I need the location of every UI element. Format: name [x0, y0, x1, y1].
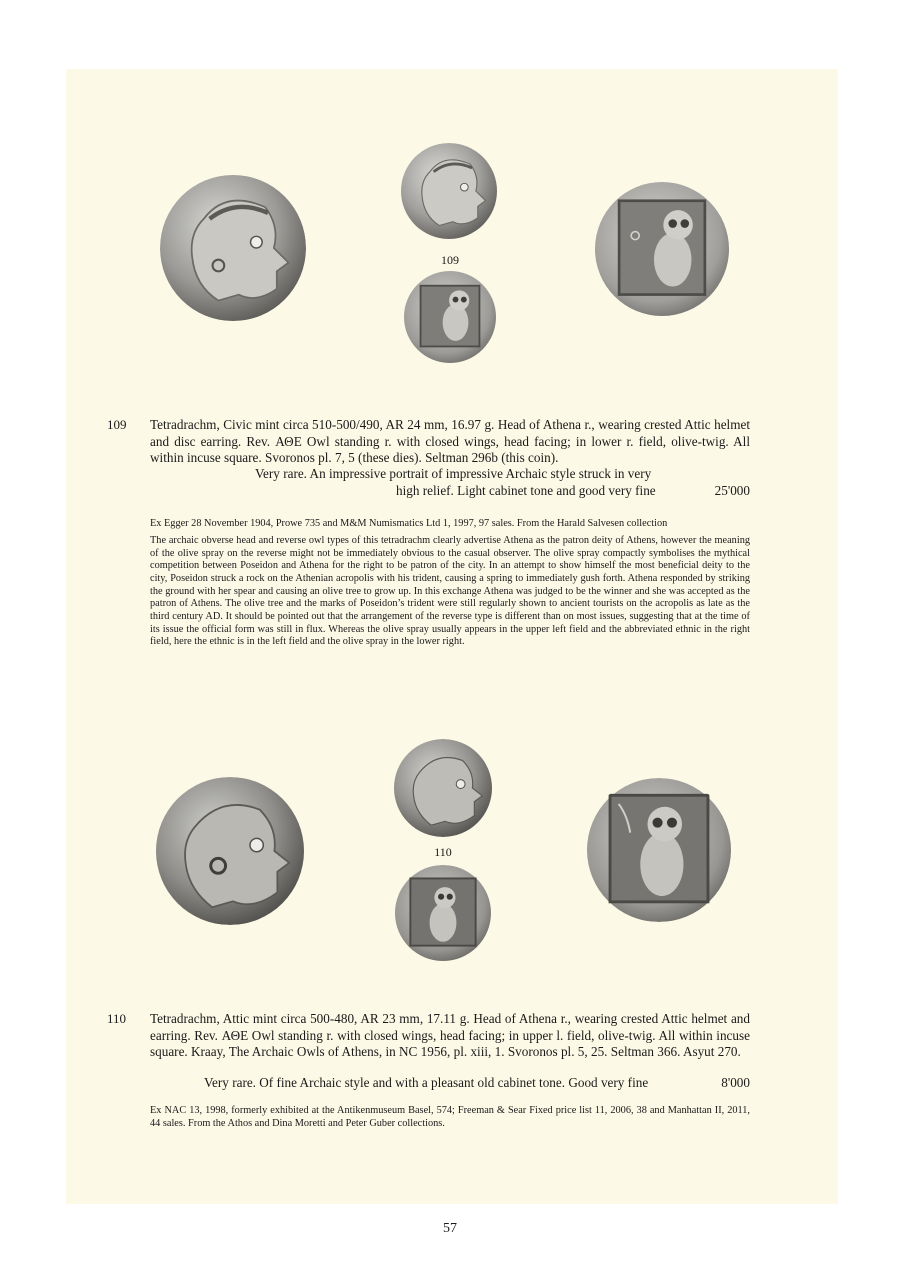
lot-110-number: 110 [107, 1011, 127, 1026]
owl-icon [581, 778, 737, 922]
coin-109-reverse-large [585, 182, 739, 316]
lot-109-estimate: 25'000 [714, 483, 750, 498]
lot-110-description: Tetradrachm, Attic mint circa 500-480, AR 23 mm, 17.11 g. Head of Athena r., wearing crested Attic helmet and earring. Rev. ΑΘΕ Owl standing r. with closed wings, head facing; in upper l. field, olive-twig. All within incuse square. Kraay, The Archaic Owls of Athens, in NC 1956, pl. xiii, 1. Svoronos pl. 5, 25. Seltman 366. Asyut 270. [150, 1011, 750, 1059]
owl-icon [585, 182, 739, 316]
owl-icon [399, 271, 501, 363]
athena-head-icon [393, 739, 493, 837]
coin-110-reverse-large [581, 778, 737, 922]
lot-109-grade-line1: Very rare. An impressive portrait of impressive Archaic style struck in very [255, 466, 652, 481]
lot-109-provenance: Ex Egger 28 November 1904, Prowe 735 and M&M Numismatics Ltd 1, 1997, 97 sales. From the Harald Salvesen collection [150, 518, 668, 529]
lot-109-grade-line2: high relief. Light cabinet tone and good very fine [396, 483, 656, 498]
lot-110-image-label: 110 [434, 845, 452, 859]
coin-109-obverse-large [160, 173, 306, 323]
athena-head-icon [400, 143, 498, 239]
athena-head-icon [160, 173, 306, 323]
owl-icon [392, 865, 494, 961]
lot-109-essay: The archaic obverse head and reverse owl types of this tetradrachm clearly advertise Athena as the patron deity of Athens, however the meaning of the olive spray on the reverse might not be immediately obvious to the casual observer. The olive spray compactly symbolises the mythical competition between Poseidon and Athena for the right to be patron of the city. In an attempt to show himself the most beneficial deity to the city, Poseidon struck a rock on the Athenian acropolis with his trident, causing a spring to immediately gush forth. Athena responded by striking the ground with her spear and causing an olive tree to grow up. In this exchange Athena was judged to be the winner and she was accepted as the patron of Athens. The olive tree and the marks of Poseidon’s trident were still regularly shown to ancient tourists on the acropolis as late as the third century AD. It should be pointed out that the arrangement of the reverse type is different than on most issues, suggesting that at the time of its issue the official form was still in flux. Whereas the olive spray usually appears in the upper left field and the abbreviated ethnic in the right field, here the ethnic is in the left field and the olive spray in the lower right. [150, 535, 750, 648]
coin-110-obverse-large [154, 777, 306, 925]
lot-110-provenance: Ex NAC 13, 1998, formerly exhibited at the Antikenmuseum Basel, 574; Freeman & Sear Fixed price list 11, 2006, 38 and Manhattan II, 2011, 44 sales. From the Athos and Dina Moretti and Peter Guber collections. [150, 1105, 750, 1129]
coin-109-obverse-small [400, 143, 498, 239]
athena-head-icon [154, 777, 306, 925]
lot-109-image-label: 109 [441, 253, 459, 267]
coin-110-obverse-small [393, 739, 493, 837]
page-number: 57 [443, 1221, 457, 1236]
lot-110-grade-line1: Very rare. Of fine Archaic style and with a pleasant old cabinet tone. Good very fine [204, 1075, 649, 1090]
lot-110-estimate: 8'000 [721, 1075, 750, 1090]
lot-109-number: 109 [107, 417, 127, 432]
coin-109-reverse-small [399, 271, 501, 363]
coin-110-reverse-small [392, 865, 494, 961]
lot-109-description: Tetradrachm, Civic mint circa 510-500/490, AR 24 mm, 16.97 g. Head of Athena r., wearing crested Attic helmet and disc earring. Rev. ΑΘΕ Owl standing r. with closed wings, head facing; in lower r. field, olive-twig. All within incuse square. Svoronos pl. 7, 5 (these dies). Seltman 296b (this coin). [150, 417, 750, 465]
